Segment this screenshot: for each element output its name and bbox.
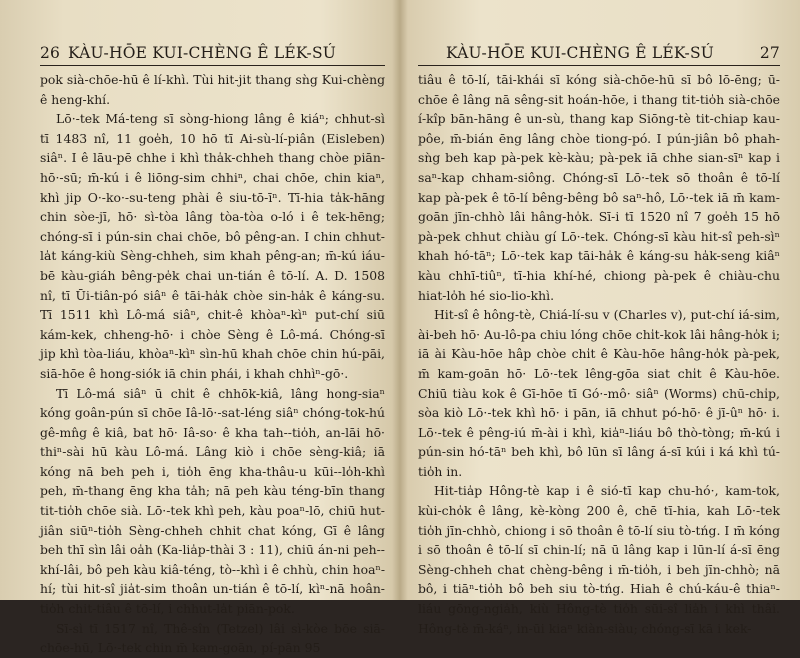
- right-page-number: 27: [759, 44, 780, 62]
- left-page-number: 26: [40, 44, 61, 62]
- left-page-body: [40, 70, 385, 658]
- right-paragraph-3: Hit-tia̍p Hông-tè kap i ê sió-tī kap chu-hó·, kam-tok, kùi-cho̍k ê lâng, kè-kòng 200 ê, chē tī-hia, kah Lō·-tek tio̍h jīn-chhò, chiong i sō thoân ê tō-lí siu tò-tńg. I m̄ kóng i sō thoân ê tō-lí sī chin-lí; nā ū lâng kap i lūn-lí á-sī ēng Sèng-chheh chat chèng-bêng i m̄-tio̍h, i beh jīn-chhò; nā bô, i tiāⁿ-tio̍h bô beh siu tò-tńg. Hiah ê chú-káu-ê thiaⁿ-liáu gōng-ngia̍h, kiù Hông-tè tio̍h sūi-sî lia̍h i khì thâi. Hông-tè m̄-káⁿ, in-ūi kiaⁿ kiàn-siàu; chóng-sī kā i kek-: [418, 483, 780, 636]
- right-header-rule: [418, 65, 780, 66]
- right-page: [400, 0, 800, 636]
- left-paragraph-2: Lō·-tek Má-teng sī sòng-hiong lâng ê kiáⁿ; chhut-sì tī 1483 nî, 11 goe̍h, 10 hō tī Ai-sù-lí-piân (Eisleben) siâⁿ. I ê lāu-pē chhe i khì tha̍k-chheh thang chòe piān-hō·-sū; m̄-kú i ê liōng-sim chhiⁿ, chai chōe, chin kiaⁿ, khì jip O·-ko·-su-teng phài ê siu-tō-īⁿ. Tī-hia ta̍k-hāng chin sòe-jī, hō· sì-tòa lâng tòa-tòa o-ló i ê tek-hēng; chóng-sī i pún-sin chai chōe, bô pêng-an. I chin chhut-la̍t káng-kiù Sèng-chheh, sim khah pêng-an; m̄-kú iáu-bē kàu-giáh bêng-pe̍k chai un-tián ê tō-lí. A. D. 1508 nî, tī Ūi-tiân-pó siâⁿ ê tāi-ha̍k chòe sin-ha̍k ê káng-su. Tī 1511 khì Lô-má siâⁿ, chit-ê khòaⁿ-kìⁿ put-chí siū kám-kek, chheng-hō· i chòe Sèng ê Lô-má. Chóng-sī jip khì tòa-liáu, khòaⁿ-kìⁿ sìn-hū khah chōe chin hú-pāi, siā-hōe ê hong-siók iā chin phái, i khah chhìⁿ-gō·.: [40, 111, 385, 381]
- right-paragraph-2: Hit-sî ê hông-tè, Chiá-lí-su v (Charles v), put-chí iá-sim, ài-beh hō· Au-lô-pa chiu lóng chōe chi̍t-kok lâi hâng-ho̍k i; iā ài Kàu-hōe hâp chòe chi̍t ê Kàu-hōe hâng-ho̍k pà-pek, m̄ kam-goān hō· Lō·-tek lêng-gōa siat chi̍t ê Kàu-hōe. Chiū tiàu kok ê Gī-hōe tī Gó·-mô· siâⁿ (Worms) chū-chi̍p, sòa kiò Lō·-tek khì hō· i pān, iā chhut pó-hō· ê jī-ûⁿ hō· i. Lō·-tek ê pêng-iú m̄-ài i khì, kia̍ⁿ-liáu bô thò-tòng; m̄-kú i pún-sin hó-tāⁿ beh khì, bô lūn sī lâng á-sī kúi i ká khì tú-tio̍h in.: [418, 307, 780, 479]
- left-running-title: KÀU-HŌE KUI-CHÈNG Ê LÉK-SÚ: [68, 44, 337, 62]
- left-paragraph-1: pok sià-chōe-hū ê lí-khì. Tùi hit-jit thang sǹg Kui-chèng ê heng-khí.: [40, 72, 385, 107]
- right-paragraph-1: tiâu ê tō-lí, tāi-khái sī kóng sià-chōe-hū sī bô lō-ēng; ū-chōe ê lâng nā sêng-sit hoán-hōe, i thang tit-tio̍h sià-chōe í-kîp bān-hāng ê un-sù, thang kap Siōng-tè tit-chiap kau-pôe, m̄-bián ēng lâng chòe tiong-pó. I pún-jiân bô phah-sǹg beh kap pà-pek kè-kàu; pà-pek iā chhe sian-sīⁿ kap i saⁿ-kap chham-siông. Chóng-sī Lō·-tek sō thoân ê tō-lí kap pà-pek ê tō-lí bêng-bêng bô saⁿ-hô, Lō·-tek iā m̄ kam-goān jīn-chhò lâi hâng-ho̍k. Sī-i tī 1520 nî 7 goe̍h 15 hō pà-pek chhut chiàu gí Lō·-tek. Chóng-sī kàu hit-sî peh-sìⁿ khah hó-tāⁿ; Lō·-tek kap tāi-ha̍k ê káng-su ha̍k-seng kiâⁿ kàu chhī-tiûⁿ, tī-hia khí-hé, chiong pà-pek ê chiàu-chu hiat-lo̍h hé sio-lio-khì.: [418, 72, 780, 303]
- right-page-body: [418, 70, 780, 638]
- left-paragraph-3: Tī Lô-má siâⁿ ū chi̍t ê chhōk-kiâ, lâng hong-siaⁿ kóng goân-pún sī chōe Iâ-lō·-sat-léng siâⁿ chóng-tok-hú gê-mn̂g ê kiâ, bat hō· Iâ-so· ê kha tah--tio̍h, an-lāi hō· thiⁿ-sài hū kàu Lô-má. Lâng kiò i chōe sèng-kiâ; iā kóng nā beh peh i, tio̍h ēng kha-thâu-u kūi--lo̍h-khì peh, m̄-thang ēng kha ta̍h; nā peh kàu téng-bīn thang tit-tio̍h chōe sià. Lō·-tek khì peh, kàu poaⁿ-lō, chiū hut-jiân siūⁿ-tio̍h Sèng-chheh chhit chat kóng, Gī ê lâng beh thī sìn lâi oa̍h (Ka-lia̍p-thài 3 : 11), chiū án-ni peh--khí-lâi, bô peh kàu kiâ-téng, tò--khì i ê chhù, chin hoaⁿ-hí; tùi hit-sî jia̍t-sim thoân un-tián ê tō-lí, kìⁿ-nā hoân-tio̍h chit-tiâu ê tō-lí, i chhut-la̍t piān-pok.: [40, 385, 385, 617]
- left-paragraph-4: Sī-sì tī 1517 nî, Thê-sîn (Tetzel) lâi sì-kòe bōe siā-chōe-hū, Lō·-tek chin m̄ kam-goān, pí-pān 95: [40, 620, 385, 656]
- right-running-title: KÀU-HŌE KUI-CHÈNG Ê LÉK-SÚ: [446, 44, 715, 62]
- left-header-rule: [40, 65, 385, 66]
- left-page: [0, 0, 400, 656]
